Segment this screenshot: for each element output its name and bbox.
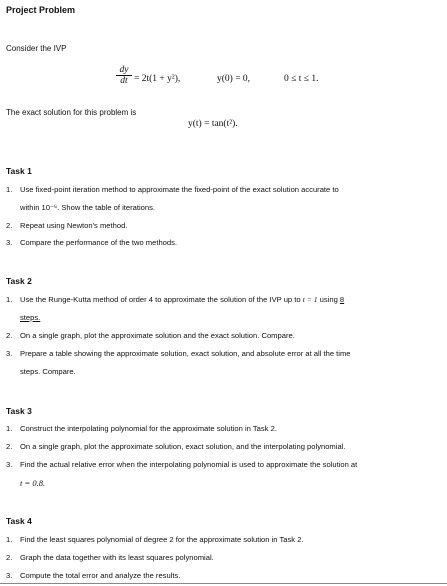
exact-solution-equation: y(t) = tan(t²). [188, 119, 238, 129]
item-steps-count: 8 [339, 295, 345, 304]
task-1-item-1-continued: within 10⁻⁶. Show the table of iterations. [20, 203, 156, 212]
task-2-title: Task 2 [6, 276, 32, 286]
page-title: Project Problem [6, 5, 76, 15]
item-text: Find the actual relative error when the interpolating polynomial is used to approximate the solution at [20, 460, 358, 469]
item-number: 1. [6, 424, 13, 433]
item-math: t = 1 [302, 295, 318, 304]
item-number: 2. [6, 331, 13, 340]
item-number: 3. [6, 238, 13, 247]
item-text: Find the least squares polynomial of degree 2 for the approximate solution in Task 2. [20, 535, 304, 544]
task-4-item-3 [6, 571, 180, 580]
fraction-denominator: dt [120, 76, 128, 86]
task-1-title: Task 1 [6, 166, 32, 176]
item-text: Compare the performance of the two methods. [20, 238, 178, 247]
item-text: Construct the interpolating polynomial for the approximate solution in Task 2. [20, 424, 277, 433]
derivative-fraction [116, 65, 132, 86]
fraction-numerator: dy [116, 65, 132, 76]
task-4-item-2 [6, 553, 214, 562]
task-3-title: Task 3 [6, 406, 32, 416]
ivp-intro: Consider the IVP [6, 44, 67, 53]
task-1-item-1 [6, 185, 339, 194]
task-4-title: Task 4 [6, 516, 32, 526]
item-text: Compute the total error and analyze the results. [20, 571, 181, 580]
initial-condition: y(0) = 0, [217, 74, 251, 84]
item-number: 1. [6, 295, 13, 304]
item-number: 3. [6, 349, 13, 358]
task-1-item-2 [6, 221, 127, 230]
task-2-item-3-continued: steps. Compare. [20, 367, 76, 376]
item-number: 3. [6, 571, 13, 580]
item-text: On a single graph, plot the approximate solution and the exact solution. Compare. [20, 331, 295, 340]
task-2-item-3 [6, 349, 351, 358]
task-3-item-2 [6, 442, 345, 451]
domain-range: 0 ≤ t ≤ 1. [284, 74, 319, 84]
ode-rhs: = 2t(1 + y²), [134, 74, 181, 84]
task-4-item-1 [6, 535, 304, 544]
item-number: 1. [6, 535, 13, 544]
item-text: Graph the data together with its least squares polynomial. [20, 553, 214, 562]
item-number: 2. [6, 442, 13, 451]
item-text: Use the Runge-Kutta method of order 4 to approximate the solution of the IVP up to [20, 295, 303, 304]
task-3-item-3-continued: t = 0.8. [20, 478, 46, 488]
item-number: 2. [6, 221, 13, 230]
task-3-item-1 [6, 424, 277, 433]
task-2-item-1-continued: steps. [20, 313, 41, 322]
task-1-item-3 [6, 238, 177, 247]
exact-solution-intro: The exact solution for this problem is [6, 108, 137, 117]
page-bottom-border [0, 583, 447, 584]
item-number: 3. [6, 460, 13, 469]
item-text: Repeat using Newton's method. [20, 221, 128, 230]
task-2-item-1 [6, 295, 344, 304]
item-text: Prepare a table showing the approximate solution, exact solution, and absolute error at all the time [20, 349, 351, 358]
item-text: Use fixed-point iteration method to approximate the fixed-point of the exact solution accurate to [20, 185, 339, 194]
task-2-item-2 [6, 331, 295, 340]
task-3-item-3 [6, 460, 357, 469]
item-number: 2. [6, 553, 13, 562]
item-text: On a single graph, plot the approximate solution, exact solution, and the interpolating polynomial. [20, 442, 346, 451]
item-number: 1. [6, 185, 13, 194]
item-text-tail: using [317, 295, 340, 304]
